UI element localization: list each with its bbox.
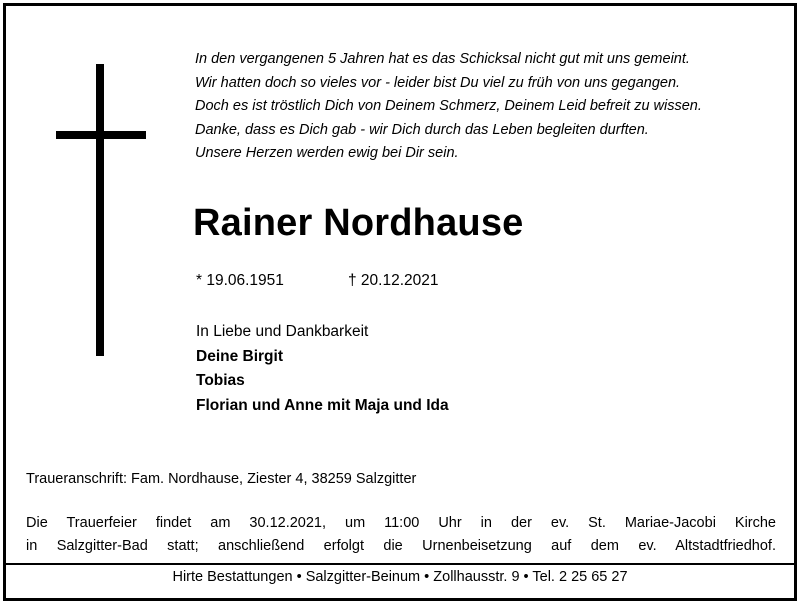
ceremony-info bbox=[26, 512, 776, 558]
death-date: † 20.12.2021 bbox=[348, 272, 439, 289]
poem-line: Unsere Herzen werden ewig bei Dir sein. bbox=[195, 145, 459, 161]
footer-divider bbox=[6, 563, 794, 565]
mourning-address: Traueranschrift: Fam. Nordhause, Ziester 4, 38259 Salzgitter bbox=[26, 471, 417, 487]
birth-date: * 19.06.1951 bbox=[196, 272, 284, 289]
poem-line: Wir hatten doch so vieles vor - leider bist Du viel zu früh von uns gegangen. bbox=[195, 74, 681, 91]
funeral-home-footer: Hirte Bestattungen • Salzgitter-Beinum • Zollhausstr. 9 • Tel. 2 25 65 27 bbox=[172, 569, 628, 585]
poem-line: Danke, dass es Dich gab - wir Dich durch das Leben begleiten durften. bbox=[195, 121, 649, 138]
deceased-name: Rainer Nordhause bbox=[193, 202, 524, 244]
memorial-poem bbox=[195, 48, 785, 166]
mourner-name: Tobias bbox=[196, 372, 245, 389]
cross-vertical-bar bbox=[96, 64, 104, 356]
mourner-name: Deine Birgit bbox=[196, 347, 283, 365]
mourners-block bbox=[196, 320, 449, 418]
mourners-intro: In Liebe und Dankbarkeit bbox=[196, 323, 369, 340]
poem-line: In den vergangenen 5 Jahren hat es das Schicksal nicht gut mit uns gemeint. bbox=[195, 51, 690, 67]
ceremony-line: Die Trauerfeier findet am 30.12.2021, um 11:00 Uhr in der ev. St. Mariae-Jacobi Kirche bbox=[26, 515, 776, 531]
mourner-name: Florian und Anne mit Maja und Ida bbox=[196, 396, 449, 414]
poem-line: Doch es ist tröstlich Dich von Deinem Schmerz, Deinem Leid befreit zu wissen. bbox=[195, 98, 702, 114]
ceremony-line: in Salzgitter-Bad statt; anschließend erfolgt die Urnenbeisetzung auf dem ev. Altstadtfriedhof. bbox=[26, 538, 776, 554]
cross-horizontal-bar bbox=[56, 131, 146, 139]
